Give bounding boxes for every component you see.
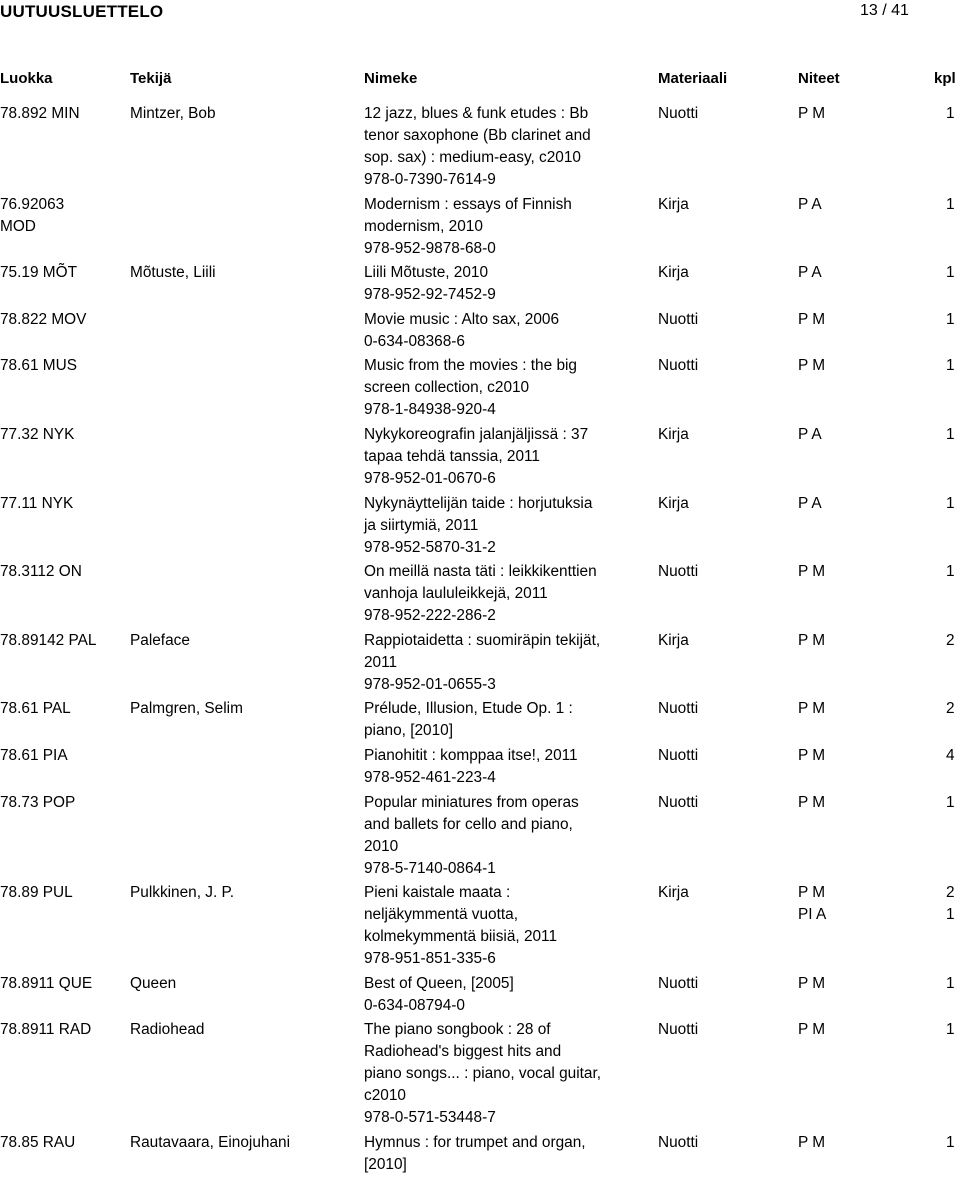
- title-line: 0-634-08794-0: [364, 996, 465, 1014]
- author: Queen: [130, 974, 177, 992]
- list-item: [0, 309, 960, 355]
- class-code: [0, 103, 128, 125]
- quantity: [946, 698, 960, 720]
- title-line: Modernism : essays of Finnish: [364, 195, 572, 213]
- title-line: Nykykoreografin jalanjäljissä : 37: [364, 425, 589, 443]
- title-line: Pieni kaistale maata :: [364, 884, 511, 902]
- class-code: [0, 561, 128, 583]
- quantity: [946, 424, 960, 446]
- copies-line: PI A: [798, 906, 827, 924]
- title-line: Popular miniatures from operas: [364, 793, 579, 811]
- title-line: and ballets for cello and piano,: [364, 815, 573, 833]
- class-code: [0, 1132, 128, 1154]
- quantity: [946, 630, 960, 652]
- title-block: [364, 493, 654, 559]
- title-block: [364, 103, 654, 191]
- title-line: Best of Queen, [2005]: [364, 974, 514, 992]
- title-line: 978-952-461-223-4: [364, 768, 496, 786]
- quantity: [946, 792, 960, 814]
- list-item: [0, 103, 960, 193]
- title-line: piano songs... : piano, vocal guitar,: [364, 1065, 601, 1083]
- copies-location: [798, 103, 898, 125]
- class-code-line: 78.8911 RAD: [0, 1021, 92, 1039]
- quantity: [946, 1132, 960, 1154]
- class-code: [0, 194, 128, 238]
- title-line: Music from the movies : the big: [364, 357, 577, 375]
- title-line: 2011: [364, 653, 398, 671]
- list-item: [0, 355, 960, 423]
- quantity-line: 1: [946, 105, 955, 122]
- material: Nuotti: [658, 357, 699, 375]
- class-code-line: 78.892 MIN: [0, 105, 80, 122]
- copies-line: P M: [798, 793, 826, 811]
- material: Nuotti: [658, 105, 699, 122]
- title-block: [364, 309, 654, 353]
- list-item: [0, 973, 960, 1019]
- quantity: [946, 1019, 960, 1041]
- title-line: 978-952-92-7452-9: [364, 286, 496, 304]
- title-line: 978-0-571-53448-7: [364, 1109, 496, 1127]
- class-code-line: 78.89142 PAL: [0, 631, 97, 649]
- class-code: [0, 792, 128, 814]
- copies-location: [798, 493, 898, 515]
- material: Kirja: [658, 631, 689, 649]
- list-item: [0, 262, 960, 308]
- class-code-line: 75.19 MÕT: [0, 264, 77, 282]
- class-code-line: MOD: [0, 217, 36, 235]
- title-line: On meillä nasta täti : leikkikenttien: [364, 563, 597, 581]
- list-item: [0, 1019, 960, 1131]
- title-block: [364, 355, 654, 421]
- quantity: [946, 103, 960, 125]
- quantity: [946, 309, 960, 331]
- list-item: [0, 493, 960, 561]
- class-code-line: 78.89 PUL: [0, 884, 73, 902]
- class-code-line: 78.61 PIA: [0, 746, 68, 764]
- class-code-line: 76.92063: [0, 195, 65, 213]
- title-block: [364, 1132, 654, 1176]
- title-line: sop. sax) : medium-easy, c2010: [364, 149, 581, 166]
- class-code-line: 78.3112 ON: [0, 563, 82, 581]
- page-number: 13 / 41: [860, 2, 909, 19]
- quantity: [946, 561, 960, 583]
- copies-line: P M: [798, 746, 826, 764]
- title-line: [2010]: [364, 1155, 407, 1173]
- class-code-line: 78.61 PAL: [0, 700, 71, 718]
- material: Nuotti: [658, 310, 699, 328]
- title-block: [364, 1019, 654, 1129]
- title-line: 0-634-08368-6: [364, 332, 465, 350]
- class-code-line: 78.85 RAU: [0, 1133, 76, 1151]
- class-code-line: 78.8911 QUE: [0, 974, 93, 992]
- header-niteet: Niteet: [798, 70, 840, 87]
- list-item: [0, 630, 960, 698]
- title-block: [364, 745, 654, 789]
- title-block: [364, 973, 654, 1017]
- author: Radiohead: [130, 1021, 205, 1039]
- quantity-line: 1: [946, 793, 955, 811]
- copies-location: [798, 792, 898, 814]
- header-nimeke: Nimeke: [364, 70, 418, 87]
- title-block: [364, 194, 654, 260]
- copies-line: P A: [798, 425, 822, 443]
- material: Nuotti: [658, 1133, 699, 1151]
- author: Mõtuste, Liili: [130, 264, 216, 282]
- class-code: [0, 1019, 128, 1041]
- class-code-line: 78.61 MUS: [0, 357, 77, 375]
- material: Kirja: [658, 884, 689, 902]
- title-line: 978-951-851-335-6: [364, 950, 496, 968]
- title-line: kolmekymmentä biisiä, 2011: [364, 928, 558, 946]
- copies-location: [798, 698, 898, 720]
- copies-line: P M: [798, 631, 826, 649]
- material: Nuotti: [658, 974, 699, 992]
- title-block: [364, 882, 654, 970]
- author: Rautavaara, Einojuhani: [130, 1133, 291, 1151]
- title-block: [364, 698, 654, 742]
- copies-line: P M: [798, 700, 826, 718]
- material: Nuotti: [658, 746, 699, 764]
- quantity-line: 1: [946, 974, 955, 992]
- title-line: 978-952-01-0655-3: [364, 675, 496, 693]
- copies-line: P M: [798, 310, 826, 328]
- copies-location: [798, 630, 898, 652]
- class-code: [0, 698, 128, 720]
- catalog-list: [0, 103, 960, 1179]
- quantity-line: 1: [946, 310, 955, 328]
- copies-line: P M: [798, 563, 826, 581]
- title-line: 978-1-84938-920-4: [364, 401, 496, 419]
- quantity-line: 2: [946, 700, 955, 718]
- list-item: [0, 698, 960, 744]
- list-item: [0, 1132, 960, 1178]
- class-code: [0, 973, 128, 995]
- title-line: 978-952-01-0670-6: [364, 469, 496, 487]
- header-materiaali: Materiaali: [658, 70, 728, 87]
- quantity-line: 2: [946, 884, 955, 902]
- title-line: 12 jazz, blues & funk etudes : Bb: [364, 105, 589, 122]
- author: Paleface: [130, 631, 190, 649]
- title-line: Radiohead's biggest hits and: [364, 1043, 562, 1061]
- copies-location: [798, 1132, 898, 1154]
- title-line: vanhoja laululeikkejä, 2011: [364, 585, 548, 603]
- quantity-line: 1: [946, 1021, 955, 1039]
- material: Kirja: [658, 494, 689, 512]
- title-line: Pianohitit : komppaa itse!, 2011: [364, 746, 578, 764]
- quantity-line: 1: [946, 494, 955, 512]
- material: Nuotti: [658, 1021, 699, 1039]
- copies-line: P M: [798, 974, 826, 992]
- author: Mintzer, Bob: [130, 105, 216, 122]
- copies-line: P M: [798, 357, 826, 375]
- quantity-line: 1: [946, 906, 955, 924]
- copies-line: P A: [798, 264, 822, 282]
- list-item: [0, 561, 960, 629]
- title-line: tapaa tehdä tanssia, 2011: [364, 447, 540, 465]
- material: Nuotti: [658, 700, 699, 718]
- copies-line: P M: [798, 884, 826, 902]
- class-code: [0, 882, 128, 904]
- title-block: [364, 262, 654, 306]
- class-code: [0, 262, 128, 284]
- author: Pulkkinen, J. P.: [130, 884, 235, 902]
- quantity-line: 2: [946, 631, 955, 649]
- title-line: tenor saxophone (Bb clarinet and: [364, 127, 591, 144]
- material: Kirja: [658, 425, 689, 443]
- title-line: modernism, 2010: [364, 217, 483, 235]
- list-item: [0, 424, 960, 492]
- quantity: [946, 194, 960, 216]
- copies-location: [798, 309, 898, 331]
- title-line: c2010: [364, 1087, 406, 1105]
- title-line: neljäkymmentä vuotta,: [364, 906, 518, 924]
- quantity: [946, 973, 960, 995]
- copies-line: P M: [798, 1133, 826, 1151]
- title-line: 978-5-7140-0864-1: [364, 859, 496, 877]
- title-block: [364, 792, 654, 880]
- title-line: 978-0-7390-7614-9: [364, 171, 496, 188]
- copies-location: [798, 194, 898, 216]
- title-line: Rappiotaidetta : suomiräpin tekijät,: [364, 631, 601, 649]
- copies-location: [798, 355, 898, 377]
- material: Nuotti: [658, 563, 699, 581]
- class-code: [0, 745, 128, 767]
- material: Kirja: [658, 264, 689, 282]
- title-line: The piano songbook : 28 of: [364, 1021, 551, 1039]
- material: Nuotti: [658, 793, 699, 811]
- list-item: [0, 882, 960, 972]
- class-code: [0, 493, 128, 515]
- title-block: [364, 424, 654, 490]
- column-header-row: [0, 70, 960, 90]
- title-line: 978-952-222-286-2: [364, 607, 496, 625]
- class-code-line: 77.32 NYK: [0, 425, 75, 443]
- copies-location: [798, 745, 898, 767]
- material: Kirja: [658, 195, 689, 213]
- quantity: [946, 493, 960, 515]
- copies-line: P A: [798, 195, 822, 213]
- list-item: [0, 194, 960, 262]
- class-code: [0, 355, 128, 377]
- class-code-line: 77.11 NYK: [0, 494, 74, 512]
- copies-location: [798, 262, 898, 284]
- copies-line: P M: [798, 105, 826, 122]
- title-line: piano, [2010]: [364, 722, 453, 740]
- quantity-line: 1: [946, 425, 955, 443]
- page-title: UUTUUSLUETTELO: [0, 2, 164, 21]
- copies-location: [798, 973, 898, 995]
- copies-location: [798, 882, 898, 926]
- title-block: [364, 630, 654, 696]
- title-line: 2010: [364, 837, 399, 855]
- quantity-line: 1: [946, 264, 955, 282]
- author: Palmgren, Selim: [130, 700, 243, 718]
- title-block: [364, 561, 654, 627]
- quantity-line: 1: [946, 1133, 955, 1151]
- class-code: [0, 424, 128, 446]
- title-line: Nykynäyttelijän taide : horjutuksia: [364, 494, 593, 512]
- quantity-line: 1: [946, 563, 955, 581]
- quantity-line: 1: [946, 195, 955, 213]
- title-line: 978-952-5870-31-2: [364, 538, 496, 556]
- title-line: Liili Mõtuste, 2010: [364, 264, 489, 282]
- copies-line: P M: [798, 1021, 826, 1039]
- quantity: [946, 262, 960, 284]
- class-code: [0, 309, 128, 331]
- class-code: [0, 630, 128, 652]
- title-line: Hymnus : for trumpet and organ,: [364, 1133, 586, 1151]
- copies-line: P A: [798, 494, 822, 512]
- quantity: [946, 745, 960, 767]
- header-kpl: kpl: [934, 70, 956, 87]
- title-line: 978-952-9878-68-0: [364, 239, 496, 257]
- class-code-line: 78.822 MOV: [0, 310, 87, 328]
- title-line: ja siirtymiä, 2011: [364, 516, 479, 534]
- copies-location: [798, 561, 898, 583]
- quantity-line: 4: [946, 746, 955, 764]
- class-code-line: 78.73 POP: [0, 793, 76, 811]
- quantity: [946, 882, 960, 926]
- header-luokka: Luokka: [0, 70, 53, 87]
- quantity-line: 1: [946, 357, 955, 375]
- quantity: [946, 355, 960, 377]
- title-line: screen collection, c2010: [364, 379, 530, 397]
- list-item: [0, 745, 960, 791]
- list-item: [0, 792, 960, 882]
- title-line: Prélude, Illusion, Etude Op. 1 :: [364, 700, 573, 718]
- copies-location: [798, 1019, 898, 1041]
- copies-location: [798, 424, 898, 446]
- header-tekija: Tekijä: [130, 70, 172, 87]
- title-line: Movie music : Alto sax, 2006: [364, 310, 560, 328]
